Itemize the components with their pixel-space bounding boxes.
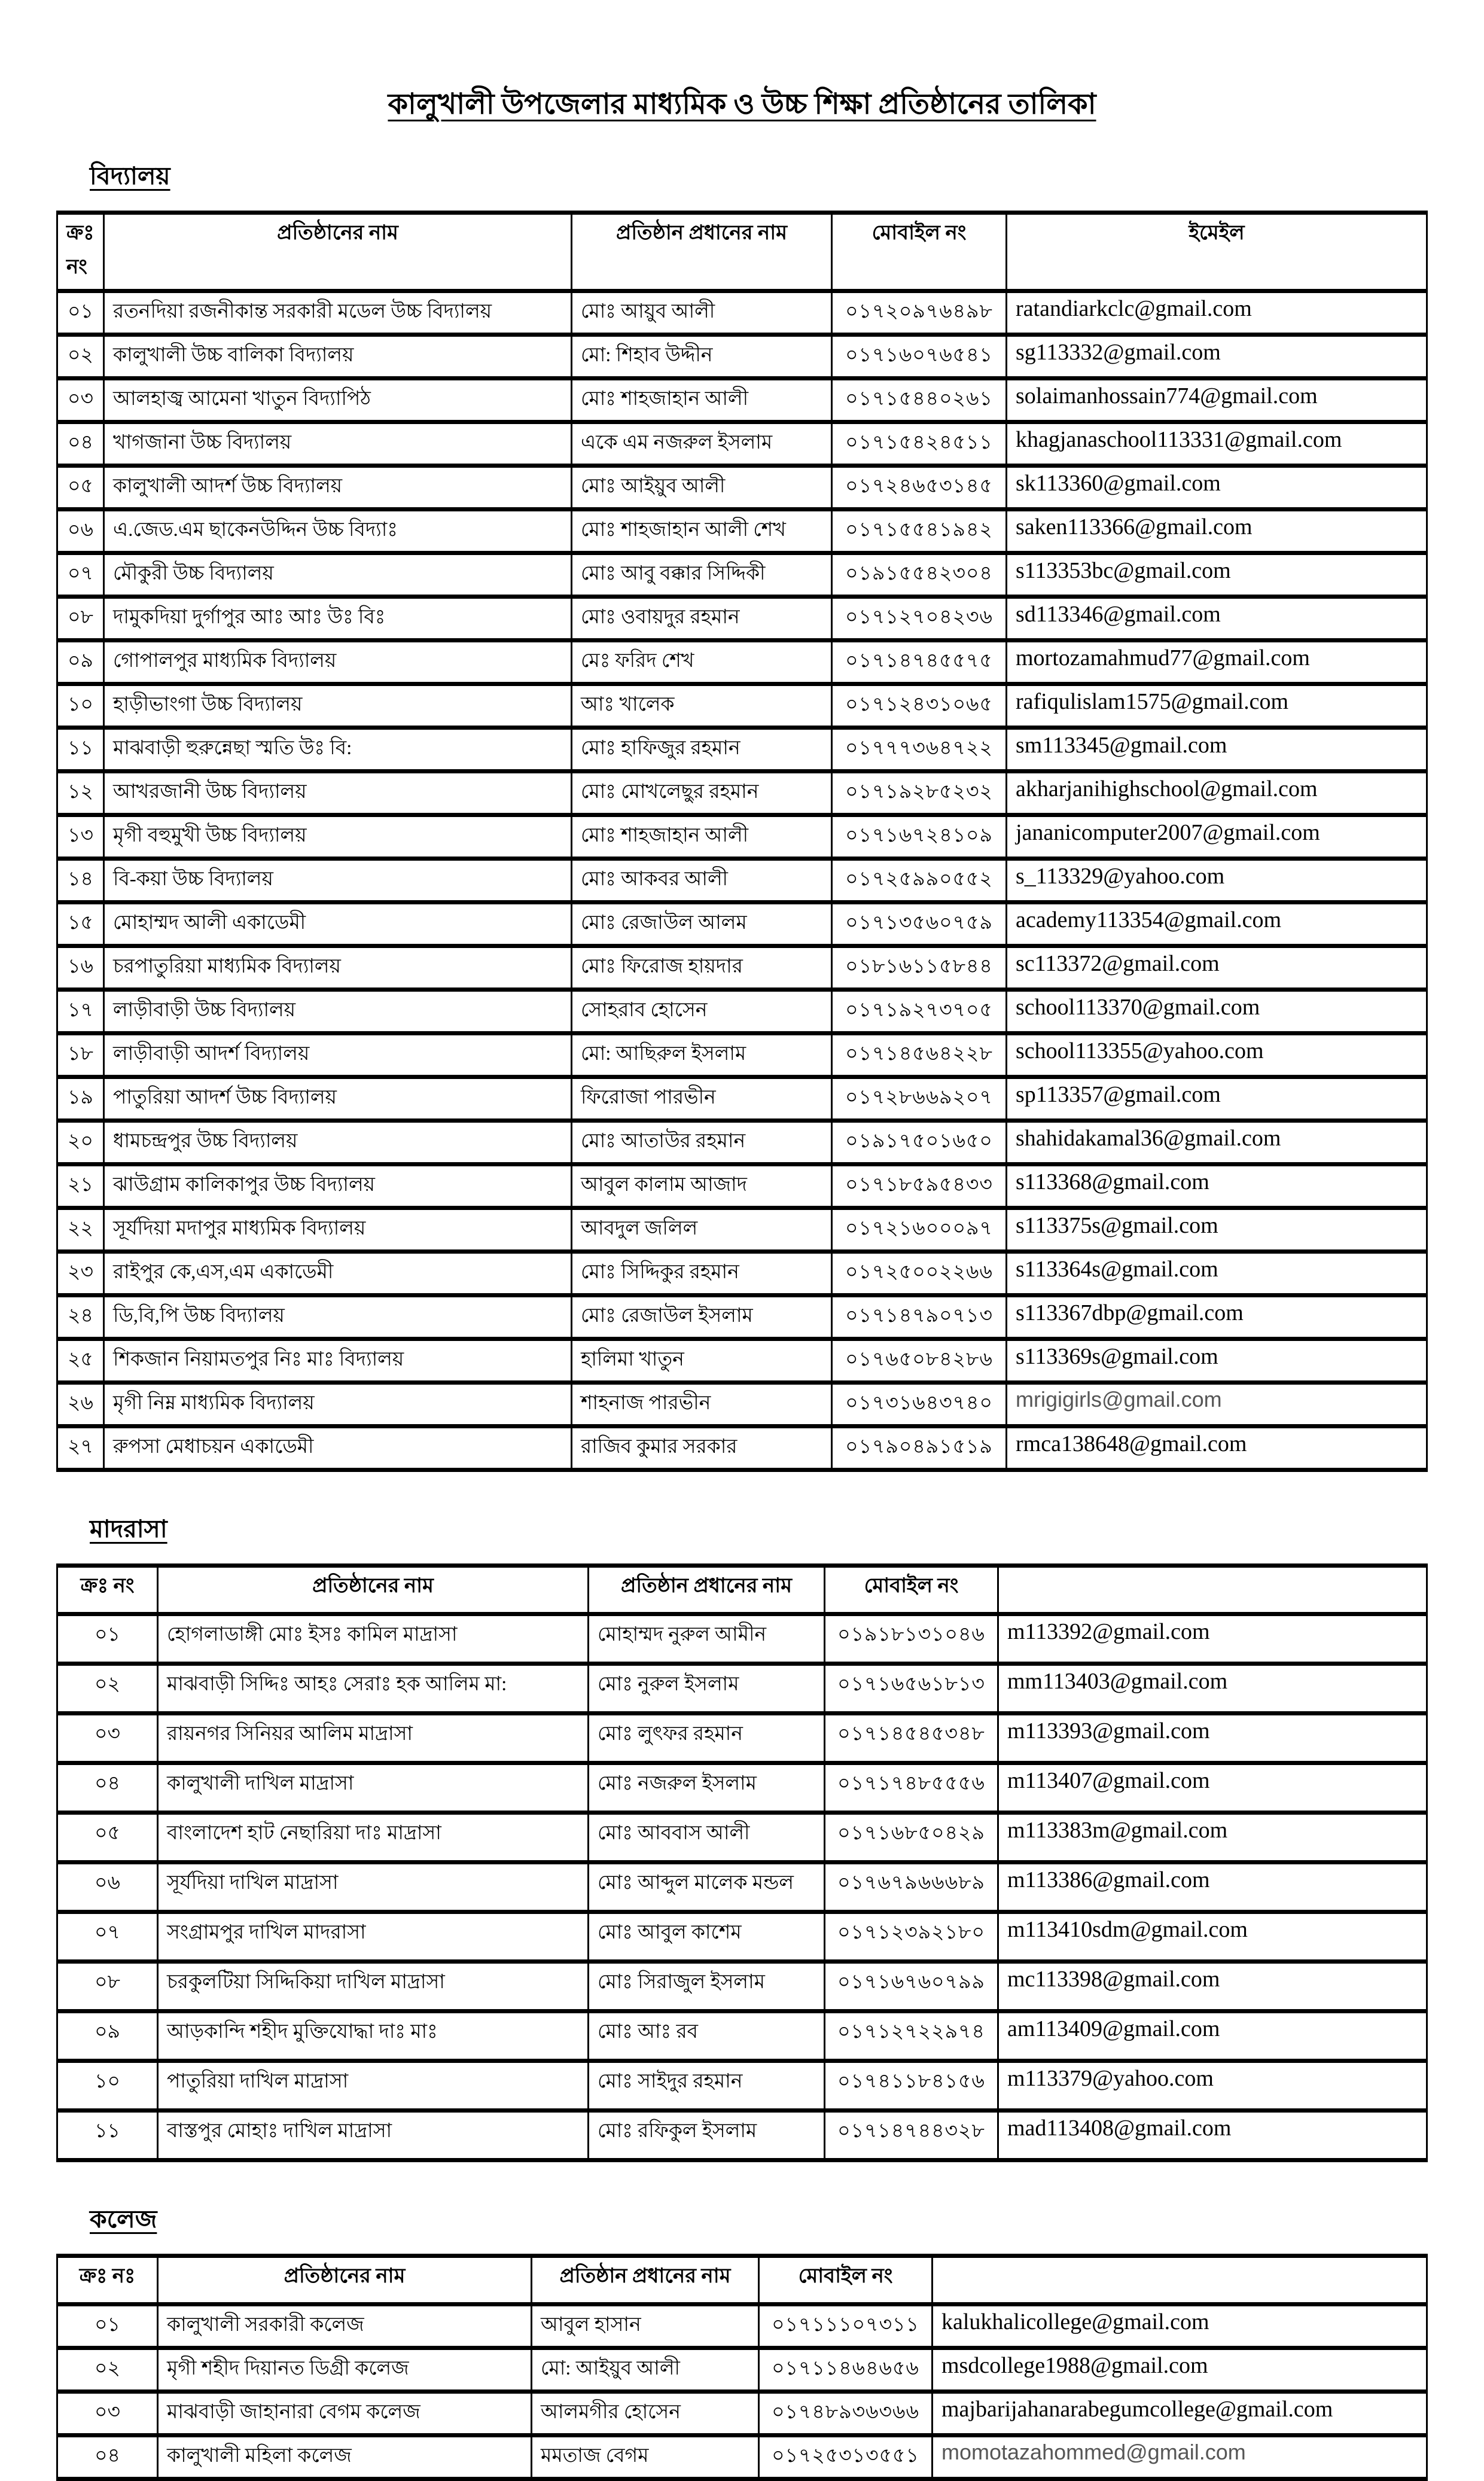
cell-mobile: ০১৭১২৭০৪২৩৬ [832, 597, 1007, 641]
cell-name: পাতুরিয়া দাখিল মাদ্রাসা [158, 2061, 589, 2111]
cell-mobile: ০১৭১২৪৩১০৬৫ [832, 684, 1007, 728]
cell-mobile: ০১৭৪১১৮৪১৫৬ [825, 2061, 998, 2111]
table-row [57, 2348, 1427, 2392]
column-header-serial: ক্রঃ নঃ [57, 2256, 158, 2305]
cell-email: kalukhalicollege@gmail.com [933, 2305, 1427, 2348]
cell-mobile: ০১৭১১১০৭৩১১ [759, 2305, 933, 2348]
cell-name: রাইপুর কে,এস,এম একাডেমী [104, 1252, 572, 1296]
cell-serial: ০৯ [57, 2011, 158, 2061]
table-row [57, 1714, 1427, 1763]
sections-container [0, 157, 1484, 2481]
cell-serial: ২৪ [57, 1296, 104, 1339]
cell-serial: ১৮ [57, 1034, 104, 1077]
section-label-wrap-madrasa [0, 1510, 1484, 1563]
cell-name: আখরজানী উচ্চ বিদ্যালয় [104, 772, 572, 815]
cell-name: দামুকদিয়া দুর্গাপুর আঃ আঃ উঃ বিঃ [104, 597, 572, 641]
cell-name: খাগজানা উচ্চ বিদ্যালয় [104, 422, 572, 466]
cell-mobile: ০১৮১৬১১৫৮৪৪ [832, 946, 1007, 990]
cell-name: মাঝবাড়ী জাহানারা বেগম কলেজ [158, 2392, 532, 2436]
cell-email: s113364s@gmail.com [1007, 1252, 1427, 1296]
section-madrasa [0, 1510, 1484, 2162]
cell-head: মোঃ লুৎফর রহমান [589, 1714, 825, 1763]
cell-head: হালিমা খাতুন [572, 1339, 832, 1383]
cell-serial: ০৪ [57, 1763, 158, 1813]
table-row [57, 291, 1427, 335]
cell-email: sg113332@gmail.com [1007, 335, 1427, 379]
table-row [57, 2436, 1427, 2479]
header-row [57, 213, 1427, 291]
cell-serial: ০২ [57, 1664, 158, 1714]
cell-name: মৃগী নিম্ন মাধ্যমিক বিদ্যালয় [104, 1383, 572, 1427]
cell-head: মোঃ সিরাজুল ইসলাম [589, 1962, 825, 2011]
cell-head: মোঃ হাফিজুর রহমান [572, 728, 832, 772]
cell-serial: ০৭ [57, 1912, 158, 1962]
cell-name: চরকুলটিয়া সিদ্দিকিয়া দাখিল মাদ্রাসা [158, 1962, 589, 2011]
cell-head: মোঃ আয়ুব আলী [572, 291, 832, 335]
cell-head: আলমগীর হোসেন [532, 2392, 759, 2436]
table-row [57, 553, 1427, 597]
cell-email: m113407@gmail.com [998, 1763, 1427, 1813]
cell-email: am113409@gmail.com [998, 2011, 1427, 2061]
cell-mobile: ০১৭১৫৪৪০২৬১ [832, 379, 1007, 422]
table-body [57, 291, 1427, 1470]
table-row [57, 728, 1427, 772]
column-header-mobile: মোবাইল নং [825, 1566, 998, 1614]
cell-email: s113368@gmail.com [1007, 1165, 1427, 1208]
cell-name: হোগলাডাঙ্গী মোঃ ইসঃ কামিল মাদ্রাসা [158, 1614, 589, 1664]
table-row [57, 946, 1427, 990]
cell-mobile: ০১৭১৪৭৪৫৫৭৫ [832, 641, 1007, 684]
table-row [57, 772, 1427, 815]
table-row [57, 1339, 1427, 1383]
cell-head: ফিরোজা পারভীন [572, 1077, 832, 1121]
cell-email: mm113403@gmail.com [998, 1664, 1427, 1714]
cell-head: সোহরাব হোসেন [572, 990, 832, 1034]
cell-head: মোঃ নুরুল ইসলাম [589, 1664, 825, 1714]
section-college [0, 2200, 1484, 2481]
cell-mobile: ০১৭১৬৮৫০৪২৯ [825, 1813, 998, 1863]
section-label-school: বিদ্যালয় [90, 162, 170, 190]
cell-head: মো: আইয়ুব আলী [532, 2348, 759, 2392]
cell-serial: ০১ [57, 1614, 158, 1664]
section-school [0, 157, 1484, 1472]
cell-name: কালুখালী আদর্শ উচ্চ বিদ্যালয় [104, 466, 572, 510]
madrasa-table [56, 1563, 1428, 2162]
table-row [57, 2111, 1427, 2160]
cell-email: khagjanaschool113331@gmail.com [1007, 422, 1427, 466]
cell-name: মাঝবাড়ী সিদ্দিঃ আহঃ সেরাঃ হক আলিম মা: [158, 1664, 589, 1714]
cell-mobile: ০১৭২৫০০২২৬৬ [832, 1252, 1007, 1296]
table-body [57, 2305, 1427, 2479]
cell-email: m113379@yahoo.com [998, 2061, 1427, 2111]
column-header-head: প্রতিষ্ঠান প্রধানের নাম [572, 213, 832, 291]
cell-mobile: ০১৭৭৭৩৬৪৭২২ [832, 728, 1007, 772]
cell-head: মোঃ রেজাউল আলম [572, 903, 832, 946]
cell-email: school113355@yahoo.com [1007, 1034, 1427, 1077]
cell-serial: ০৪ [57, 422, 104, 466]
cell-serial: ০১ [57, 291, 104, 335]
cell-mobile: ০১৭১৪৭৯০৭১৩ [832, 1296, 1007, 1339]
cell-name: সংগ্রামপুর দাখিল মাদরাসা [158, 1912, 589, 1962]
cell-mobile: ০১৭২৮৬৬৯২০৭ [832, 1077, 1007, 1121]
cell-name: রতনদিয়া রজনীকান্ত সরকারী মডেল উচ্চ বিদ্যালয় [104, 291, 572, 335]
page-title: কালুখালী উপজেলার মাধ্যমিক ও উচ্চ শিক্ষা প্রতিষ্ঠানের তালিকা [388, 89, 1096, 120]
cell-name: সূর্যদিয়া দাখিল মাদ্রাসা [158, 1863, 589, 1912]
column-header-name: প্রতিষ্ঠানের নাম [158, 2256, 532, 2305]
cell-email: sd113346@gmail.com [1007, 597, 1427, 641]
cell-email: sk113360@gmail.com [1007, 466, 1427, 510]
cell-name: চরপাতুরিয়া মাধ্যমিক বিদ্যালয় [104, 946, 572, 990]
section-label-madrasa: মাদরাসা [90, 1515, 167, 1543]
cell-mobile: ০১৯১৫৫৪২৩০৪ [832, 553, 1007, 597]
table-row [57, 1427, 1427, 1470]
cell-serial: ০২ [57, 335, 104, 379]
cell-serial: ১৭ [57, 990, 104, 1034]
cell-head: মোঃ আব্দুল মালেক মন্ডল [589, 1863, 825, 1912]
table-row [57, 1383, 1427, 1427]
cell-head: মোঃ মোখলেছুর রহমান [572, 772, 832, 815]
table-header [57, 1566, 1427, 1614]
cell-mobile: ০১৭৩১৬৪৩৭৪০ [832, 1383, 1007, 1427]
cell-mobile: ০১৭১১৪৬৪৬৫৬ [759, 2348, 933, 2392]
cell-serial: ০১ [57, 2305, 158, 2348]
table-row [57, 2061, 1427, 2111]
college-table [56, 2254, 1428, 2481]
cell-head: মোঃ আতাউর রহমান [572, 1121, 832, 1165]
cell-head: মো: শিহাব উদ্দীন [572, 335, 832, 379]
cell-name: এ.জেড.এম ছাকেনউদ্দিন উচ্চ বিদ্যাঃ [104, 510, 572, 553]
cell-head: মোঃ সাইদুর রহমান [589, 2061, 825, 2111]
cell-serial: ১০ [57, 2061, 158, 2111]
cell-email: m113393@gmail.com [998, 1714, 1427, 1763]
cell-mobile: ০১৭১৬০৭৬৫৪১ [832, 335, 1007, 379]
cell-mobile: ০১৭১২৩৯২১৮০ [825, 1912, 998, 1962]
cell-serial: ১৬ [57, 946, 104, 990]
table-body [57, 1614, 1427, 2160]
cell-email: sc113372@gmail.com [1007, 946, 1427, 990]
table-row [57, 1763, 1427, 1813]
cell-serial: ০৪ [57, 2436, 158, 2479]
table-row [57, 1077, 1427, 1121]
table-row [57, 1121, 1427, 1165]
column-header-email [998, 1566, 1427, 1614]
cell-head: মোঃ শাহজাহান আলী [572, 379, 832, 422]
cell-name: শিকজান নিয়ামতপুর নিঃ মাঃ বিদ্যালয় [104, 1339, 572, 1383]
cell-head: আবদুল জলিল [572, 1208, 832, 1252]
cell-email: academy113354@gmail.com [1007, 903, 1427, 946]
header-row [57, 2256, 1427, 2305]
cell-email: mad113408@gmail.com [998, 2111, 1427, 2160]
cell-email: rafiqulislam1575@gmail.com [1007, 684, 1427, 728]
cell-head: মমতাজ বেগম [532, 2436, 759, 2479]
cell-head: মোঃ রেজাউল ইসলাম [572, 1296, 832, 1339]
cell-name: কালুখালী উচ্চ বালিকা বিদ্যালয় [104, 335, 572, 379]
cell-mobile: ০১৭১৩৫৬০৭৫৯ [832, 903, 1007, 946]
cell-mobile: ০১৭২১৬০০০৯৭ [832, 1208, 1007, 1252]
cell-serial: ১৪ [57, 859, 104, 903]
table-row [57, 335, 1427, 379]
table-row [57, 859, 1427, 903]
cell-head: মোঃ ফিরোজ হায়দার [572, 946, 832, 990]
cell-serial: ১১ [57, 2111, 158, 2160]
table-row [57, 2392, 1427, 2436]
cell-mobile: ০১৯১৮১৩১০৪৬ [825, 1614, 998, 1664]
cell-email: momotazahommed@gmail.com [933, 2436, 1427, 2479]
column-header-mobile: মোবাইল নং [832, 213, 1007, 291]
table-row [57, 641, 1427, 684]
cell-serial: ২২ [57, 1208, 104, 1252]
cell-name: বি-কয়া উচ্চ বিদ্যালয় [104, 859, 572, 903]
section-label-college: কলেজ [90, 2205, 157, 2233]
cell-serial: ০৩ [57, 1714, 158, 1763]
cell-email: shahidakamal36@gmail.com [1007, 1121, 1427, 1165]
cell-name: ঝাউগ্রাম কালিকাপুর উচ্চ বিদ্যালয় [104, 1165, 572, 1208]
cell-serial: ০৫ [57, 466, 104, 510]
cell-name: আড়কান্দি শহীদ মুক্তিযোদ্ধা দাঃ মাঃ [158, 2011, 589, 2061]
table-row [57, 510, 1427, 553]
column-header-mobile: মোবাইল নং [759, 2256, 933, 2305]
cell-email: jananicomputer2007@gmail.com [1007, 815, 1427, 859]
table-row [57, 1208, 1427, 1252]
cell-mobile: ০১৭১২৭২২৯৭৪ [825, 2011, 998, 2061]
cell-head: মোঃ শাহজাহান আলী শেখ [572, 510, 832, 553]
cell-mobile: ০১৭৬৫০৮৪২৮৬ [832, 1339, 1007, 1383]
cell-name: গোপালপুর মাধ্যমিক বিদ্যালয় [104, 641, 572, 684]
cell-mobile: ০১৭১৯২৮৫২৩২ [832, 772, 1007, 815]
cell-head: মোঃ আবুল কাশেম [589, 1912, 825, 1962]
cell-serial: ০৯ [57, 641, 104, 684]
cell-name: রায়নগর সিনিয়র আলিম মাদ্রাসা [158, 1714, 589, 1763]
cell-name: রুপসা মেধাচয়ন একাডেমী [104, 1427, 572, 1470]
cell-serial: ২৩ [57, 1252, 104, 1296]
cell-serial: ১১ [57, 728, 104, 772]
cell-serial: ০৩ [57, 2392, 158, 2436]
table-row [57, 815, 1427, 859]
cell-email: majbarijahanarabegumcollege@gmail.com [933, 2392, 1427, 2436]
cell-mobile: ০১৭২৫৯৯০৫৫২ [832, 859, 1007, 903]
cell-mobile: ০১৭১৬৭২৪১০৯ [832, 815, 1007, 859]
table-row [57, 1863, 1427, 1912]
table-row [57, 466, 1427, 510]
cell-name: মৌকুরী উচ্চ বিদ্যালয় [104, 553, 572, 597]
column-header-serial: ক্রঃ নং [57, 213, 104, 291]
cell-email: s113369s@gmail.com [1007, 1339, 1427, 1383]
column-header-name: প্রতিষ্ঠানের নাম [158, 1566, 589, 1614]
cell-serial: ০৩ [57, 379, 104, 422]
cell-head: মোঃ শাহজাহান আলী [572, 815, 832, 859]
table-row [57, 1296, 1427, 1339]
section-label-wrap-school [0, 157, 1484, 211]
cell-mobile: ০১৭৪৮৯৩৬৩৬৬ [759, 2392, 933, 2436]
cell-email: ratandiarkclc@gmail.com [1007, 291, 1427, 335]
cell-mobile: ০১৭১৬৭৬০৭৯৯ [825, 1962, 998, 2011]
cell-head: মোঃ আঃ রব [589, 2011, 825, 2061]
cell-email: mrigigirls@gmail.com [1007, 1383, 1427, 1427]
cell-name: কালুখালী সরকারী কলেজ [158, 2305, 532, 2348]
cell-name: ধামচন্দ্রপুর উচ্চ বিদ্যালয় [104, 1121, 572, 1165]
cell-head: রাজিব কুমার সরকার [572, 1427, 832, 1470]
cell-head: আবুল কালাম আজাদ [572, 1165, 832, 1208]
table-header [57, 2256, 1427, 2305]
cell-email: msdcollege1988@gmail.com [933, 2348, 1427, 2392]
cell-mobile: ০১৯১৭৫০১৬৫০ [832, 1121, 1007, 1165]
cell-mobile: ০১৭২৪৬৫৩১৪৫ [832, 466, 1007, 510]
cell-serial: ১২ [57, 772, 104, 815]
cell-serial: ১৯ [57, 1077, 104, 1121]
cell-mobile: ০১৭১৫৪২৪৫১১ [832, 422, 1007, 466]
column-header-name: প্রতিষ্ঠানের নাম [104, 213, 572, 291]
cell-email: sp113357@gmail.com [1007, 1077, 1427, 1121]
cell-name: মাঝবাড়ী হুরুন্নেছা স্মতি উঃ বি: [104, 728, 572, 772]
cell-head: মোঃ আবু বক্কার সিদ্দিকী [572, 553, 832, 597]
cell-email: rmca138648@gmail.com [1007, 1427, 1427, 1470]
cell-serial: ০৫ [57, 1813, 158, 1863]
cell-serial: ০৮ [57, 597, 104, 641]
cell-head: মোঃ ওবায়দুর রহমান [572, 597, 832, 641]
section-label-wrap-college [0, 2200, 1484, 2254]
cell-mobile: ০১৭১৪৫৪৫৩৪৮ [825, 1714, 998, 1763]
table-row [57, 2305, 1427, 2348]
cell-mobile: ০১৭২৫৩১৩৫৫১ [759, 2436, 933, 2479]
table-row [57, 1962, 1427, 2011]
cell-serial: ১৩ [57, 815, 104, 859]
cell-name: কালুখালী দাখিল মাদ্রাসা [158, 1763, 589, 1813]
cell-email: m113386@gmail.com [998, 1863, 1427, 1912]
cell-mobile: ০১৭১৪৭৪৪৩২৮ [825, 2111, 998, 2160]
cell-email: school113370@gmail.com [1007, 990, 1427, 1034]
cell-serial: ২৫ [57, 1339, 104, 1383]
cell-head: মোঃ নজরুল ইসলাম [589, 1763, 825, 1813]
table-row [57, 1664, 1427, 1714]
cell-email: m113410sdm@gmail.com [998, 1912, 1427, 1962]
cell-email: sm113345@gmail.com [1007, 728, 1427, 772]
cell-name: মৃগী বহুমুখী উচ্চ বিদ্যালয় [104, 815, 572, 859]
school-table [56, 211, 1428, 1472]
cell-name: মোহাম্মদ আলী একাডেমী [104, 903, 572, 946]
cell-head: মোঃ আইয়ুব আলী [572, 466, 832, 510]
cell-serial: ০৬ [57, 1863, 158, 1912]
cell-mobile: ০১৭২০৯৭৬৪৯৮ [832, 291, 1007, 335]
cell-email: m113383m@gmail.com [998, 1813, 1427, 1863]
cell-serial: ০৮ [57, 1962, 158, 2011]
table-row [57, 990, 1427, 1034]
cell-mobile: ০১৭৯০৪৯১৫১৯ [832, 1427, 1007, 1470]
cell-name: লাড়ীবাড়ী আদর্শ বিদ্যালয় [104, 1034, 572, 1077]
cell-name: বাস্তপুর মোহাঃ দাখিল মাদ্রাসা [158, 2111, 589, 2160]
cell-email: s113375s@gmail.com [1007, 1208, 1427, 1252]
cell-name: মৃগী শহীদ দিয়ানত ডিগ্রী কলেজ [158, 2348, 532, 2392]
table-row [57, 2011, 1427, 2061]
cell-head: শাহনাজ পারভীন [572, 1383, 832, 1427]
cell-email: mortozamahmud77@gmail.com [1007, 641, 1427, 684]
table-row [57, 597, 1427, 641]
cell-name: হাড়ীভাংগা উচ্চ বিদ্যালয় [104, 684, 572, 728]
column-header-email: ইমেইল [1007, 213, 1427, 291]
cell-head: আবুল হাসান [532, 2305, 759, 2348]
cell-name: লাড়ীবাড়ী উচ্চ বিদ্যালয় [104, 990, 572, 1034]
cell-head: একে এম নজরুল ইসলাম [572, 422, 832, 466]
table-row [57, 1034, 1427, 1077]
cell-name: কালুখালী মহিলা কলেজ [158, 2436, 532, 2479]
table-row [57, 379, 1427, 422]
cell-mobile: ০১৭১৪৫৬৪২২৮ [832, 1034, 1007, 1077]
cell-mobile: ০১৭১৬৫৬১৮১৩ [825, 1664, 998, 1714]
table-row [57, 684, 1427, 728]
cell-mobile: ০১৭৬৭৯৬৬৬৮৯ [825, 1863, 998, 1912]
cell-email: s113367dbp@gmail.com [1007, 1296, 1427, 1339]
cell-head: মোঃ আকবর আলী [572, 859, 832, 903]
cell-serial: ০৭ [57, 553, 104, 597]
cell-name: আলহাজ্ব আমেনা খাতুন বিদ্যাপিঠ [104, 379, 572, 422]
table-row [57, 903, 1427, 946]
column-header-email [933, 2256, 1427, 2305]
table-row [57, 1252, 1427, 1296]
cell-email: s113353bc@gmail.com [1007, 553, 1427, 597]
header-row [57, 1566, 1427, 1614]
cell-serial: ২৭ [57, 1427, 104, 1470]
cell-name: সূর্যদিয়া মদাপুর মাধ্যমিক বিদ্যালয় [104, 1208, 572, 1252]
cell-email: saken113366@gmail.com [1007, 510, 1427, 553]
table-row [57, 422, 1427, 466]
cell-mobile: ০১৭১৮৫৯৫৪৩৩ [832, 1165, 1007, 1208]
cell-email: solaimanhossain774@gmail.com [1007, 379, 1427, 422]
column-header-head: প্রতিষ্ঠান প্রধানের নাম [589, 1566, 825, 1614]
cell-email: akharjanihighschool@gmail.com [1007, 772, 1427, 815]
cell-serial: ১০ [57, 684, 104, 728]
cell-head: মোহাম্মদ নুরুল আমীন [589, 1614, 825, 1664]
cell-name: পাতুরিয়া আদর্শ উচ্চ বিদ্যালয় [104, 1077, 572, 1121]
cell-serial: ২০ [57, 1121, 104, 1165]
cell-head: আঃ খালেক [572, 684, 832, 728]
table-row [57, 1912, 1427, 1962]
cell-serial: ০২ [57, 2348, 158, 2392]
table-row [57, 1165, 1427, 1208]
column-header-serial: ক্রঃ নং [57, 1566, 158, 1614]
cell-serial: ১৫ [57, 903, 104, 946]
cell-head: মো: আছিরুল ইসলাম [572, 1034, 832, 1077]
cell-head: মোঃ রফিকুল ইসলাম [589, 2111, 825, 2160]
cell-head: মেঃ ফরিদ শেখ [572, 641, 832, 684]
cell-name: ডি,বি,পি উচ্চ বিদ্যালয় [104, 1296, 572, 1339]
cell-serial: ২৬ [57, 1383, 104, 1427]
cell-email: m113392@gmail.com [998, 1614, 1427, 1664]
table-row [57, 1614, 1427, 1664]
cell-email: s_113329@yahoo.com [1007, 859, 1427, 903]
cell-mobile: ০১৭১৯২৭৩৭০৫ [832, 990, 1007, 1034]
cell-head: মোঃ সিদ্দিকুর রহমান [572, 1252, 832, 1296]
cell-mobile: ০১৭১৫৫৪১৯৪২ [832, 510, 1007, 553]
table-header [57, 213, 1427, 291]
table-row [57, 1813, 1427, 1863]
cell-serial: ০৬ [57, 510, 104, 553]
cell-name: বাংলাদেশ হাট নেছারিয়া দাঃ মাদ্রাসা [158, 1813, 589, 1863]
cell-mobile: ০১৭১৭৪৮৫৫৫৬ [825, 1763, 998, 1813]
cell-serial: ২১ [57, 1165, 104, 1208]
cell-head: মোঃ আববাস আলী [589, 1813, 825, 1863]
column-header-head: প্রতিষ্ঠান প্রধানের নাম [532, 2256, 759, 2305]
cell-email: mc113398@gmail.com [998, 1962, 1427, 2011]
